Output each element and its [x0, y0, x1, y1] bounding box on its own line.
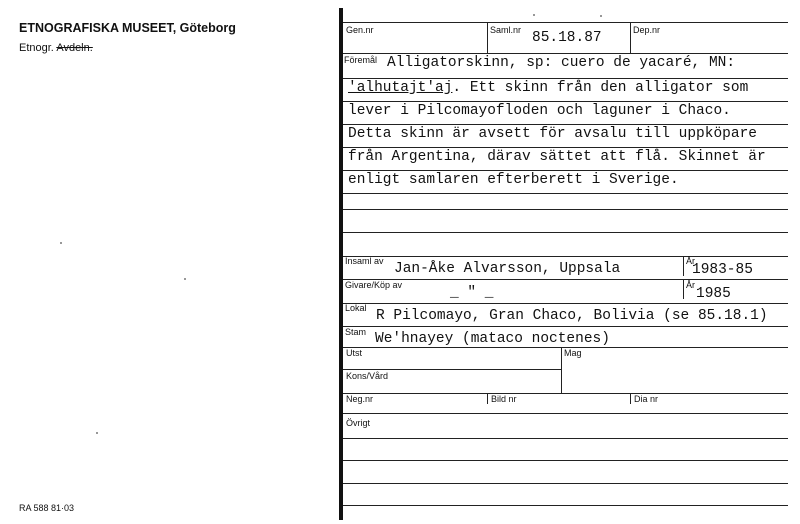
native-name: 'alhutajt'aj: [348, 80, 453, 96]
description-line-2: [348, 80, 748, 96]
neg-nr-label: Neg.nr: [346, 394, 374, 404]
rule: [343, 256, 788, 257]
rule: [343, 438, 788, 439]
rule: [343, 413, 788, 414]
saml-nr-value[interactable]: 85.18.87: [532, 30, 602, 46]
lokal-label: Lokal: [345, 303, 367, 313]
col-sep: [683, 279, 684, 299]
col-sep: [630, 393, 631, 404]
speck: [184, 278, 186, 280]
rule: [343, 279, 788, 280]
department-prefix: Etnogr.: [19, 42, 54, 54]
rule: [343, 147, 788, 148]
ar-2-value[interactable]: 1985: [696, 286, 731, 302]
mag-label: Mag: [564, 348, 582, 358]
gen-nr-label: Gen.nr: [346, 25, 374, 35]
utst-label: Utst: [346, 348, 363, 358]
rule: [343, 170, 788, 171]
rule: [343, 460, 788, 461]
bild-nr-label: Bild nr: [491, 394, 517, 404]
museum-name: ETNOGRAFISKA MUSEET, Göteborg: [19, 21, 236, 35]
ar-2-label: År: [686, 280, 695, 290]
dia-nr-label: Dia nr: [634, 394, 659, 404]
kop-av-label: Givare/Köp av: [345, 280, 403, 290]
ar-1-label: År: [686, 256, 695, 266]
speck: [60, 242, 62, 244]
col-sep: [487, 393, 488, 404]
rule: [343, 326, 788, 327]
insaml-av-label: Insaml av: [345, 256, 384, 266]
department-label: [19, 42, 93, 54]
description-line-1: Alligatorskinn, sp: cuero de yacaré, MN:: [387, 55, 736, 71]
rule-top: [343, 22, 788, 23]
kop-av-value[interactable]: _ " _: [450, 285, 494, 301]
col-sep: [630, 22, 631, 53]
rule: [343, 53, 788, 54]
speck: [600, 15, 602, 17]
lokal-value[interactable]: R Pilcomayo, Gran Chaco, Bolivia (se 85.18.1): [376, 308, 768, 324]
department-struck: Avdeln.: [56, 42, 93, 54]
col-sep: [487, 22, 488, 53]
saml-nr-label: Saml.nr: [490, 25, 522, 35]
rule: [343, 193, 788, 194]
speck: [533, 14, 535, 16]
form-code: RA 588 81·03: [19, 503, 75, 513]
rule: [343, 209, 788, 210]
description-line-4: Detta skinn är avsett för avsalu till uppköpare: [348, 126, 757, 142]
card-margin-line: [339, 8, 343, 520]
description-line-6: enligt samlaren efterberett i Sverige.: [348, 172, 679, 188]
kons-vard-label: Kons/Vård: [346, 371, 389, 381]
rule: [343, 505, 788, 506]
rule: [343, 303, 788, 304]
stam-label: Stam: [345, 327, 367, 337]
dep-nr-label: Dep.nr: [633, 25, 661, 35]
ar-1-value[interactable]: 1983-85: [692, 262, 753, 278]
insaml-av-value[interactable]: Jan-Åke Alvarsson, Uppsala: [394, 261, 621, 277]
speck: [96, 432, 98, 434]
col-sep: [561, 347, 562, 393]
ovrigt-label: Övrigt: [346, 418, 371, 428]
rule: [343, 483, 788, 484]
description-line-3: lever i Pilcomayofloden och laguner i Chaco.: [348, 103, 731, 119]
rule: [343, 393, 788, 394]
description-line-5: från Argentina, därav sättet att flå. Skinnet är: [348, 149, 766, 165]
rule: [343, 232, 788, 233]
description-line-2-rest: . Ett skinn från den alligator som: [452, 80, 749, 96]
rule: [343, 369, 561, 370]
stam-value[interactable]: We'hnayey (mataco noctenes): [375, 331, 610, 347]
rule: [343, 124, 788, 125]
rule: [343, 101, 788, 102]
rule: [343, 78, 788, 79]
foremal-label: Föremål: [344, 55, 378, 65]
col-sep: [683, 256, 684, 276]
